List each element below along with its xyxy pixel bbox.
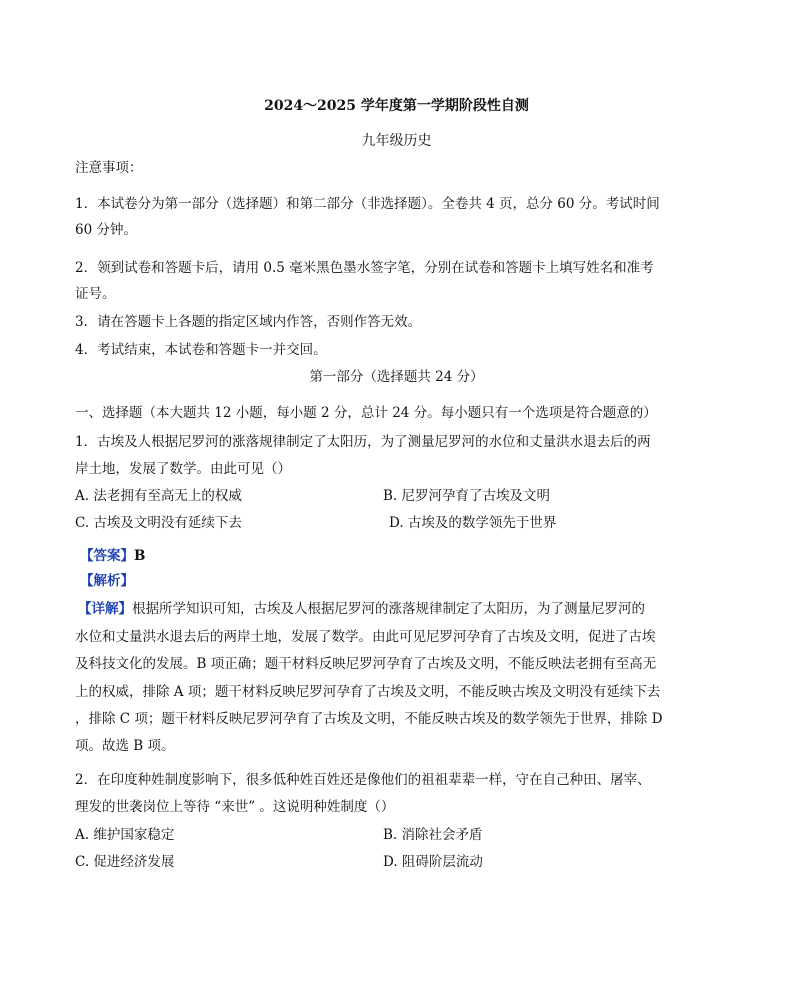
question-1-option-c: C. 古埃及文明没有延续下去 <box>75 515 242 531</box>
note-2-line-1: 2．领到试卷和答题卡后，请用 0.5 毫米黑色墨水签字笔，分别在试卷和答题卡上填写姓名和准考 <box>75 260 654 276</box>
question-1-analysis <box>80 571 720 591</box>
question-1-line-1: 1．古埃及人根据尼罗河的涨落规律制定了太阳历，为了测量尼罗河的水位和丈量洪水退去后的两 <box>75 434 651 450</box>
note-1-line-1: 1．本试卷分为第一部分（选择题）和第二部分（非选择题）。全卷共 4 页，总分 60 分。考试时间 <box>75 196 660 212</box>
question-1-answer <box>80 546 720 566</box>
answer-value: B <box>134 548 146 564</box>
question-2-line-1: 2．在印度种姓制度影响下，很多低种姓百姓还是像他们的祖祖辈辈一样，守在自己种田、屠宰、 <box>75 772 651 788</box>
question-1-option-b: B. 尼罗河孕育了古埃及文明 <box>383 488 551 504</box>
question-2-option-b: B. 消除社会矛盾 <box>383 827 483 843</box>
note-1-line-2: 60 分钟。 <box>75 222 137 238</box>
question-1-detail-line-5: ，排除 C 项；题干材料反映尼罗河孕育了古埃及文明，不能反映古埃及的数学领先于世界，排除 D <box>75 711 663 727</box>
note-3: 3．请在答题卡上各题的指定区域内作答，否则作答无效。 <box>75 314 422 330</box>
answer-tag: 【答案】 <box>80 548 134 564</box>
analysis-tag: 【解析】 <box>80 573 134 589</box>
question-1-option-d: D. 古埃及的数学领先于世界 <box>389 515 557 531</box>
question-1-detail-line-3: 及科技文化的发展。B 项正确；题干材料反映尼罗河孕育了古埃及文明，不能反映法老拥有至高无 <box>75 656 657 672</box>
detail-tag: 【详解】 <box>78 601 132 617</box>
question-1-detail-line-6: 项。故选 B 项。 <box>75 738 175 754</box>
notes-heading: 注意事项： <box>75 160 143 176</box>
question-1-detail-line-1 <box>78 599 718 619</box>
question-2-line-2: 理发的世袭岗位上等待 “来世” 。这说明种姓制度（） <box>75 799 395 815</box>
question-1-line-2: 岸土地，发展了数学。由此可见（） <box>75 461 291 477</box>
exam-subject: 九年级历史 <box>361 133 432 149</box>
question-1-detail-line-2: 水位和丈量洪水退去后的两岸土地，发展了数学。由此可见尼罗河孕育了古埃及文明，促进了古埃 <box>75 629 656 645</box>
question-2-option-d: D. 阻碍阶层流动 <box>383 854 483 870</box>
detail-text: 根据所学知识可知，古埃及人根据尼罗河的涨落规律制定了太阳历，为了测量尼罗河的 <box>132 601 645 617</box>
note-2-line-2: 证号。 <box>75 286 116 302</box>
question-1-detail-line-4: 上的权威，排除 A 项；题干材料反映尼罗河孕育了古埃及文明，不能反映古埃及文明没有延续下去 <box>75 684 661 700</box>
part-1-title: 第一部分（选择题共 24 分） <box>309 369 484 385</box>
section-heading: 一、选择题（本大题共 12 小题，每小题 2 分，总计 24 分。每小题只有一个选项是符合题意的） <box>75 405 657 421</box>
question-1-option-a: A. 法老拥有至高无上的权威 <box>75 488 242 504</box>
note-4: 4．考试结束，本试卷和答题卡一并交回。 <box>75 342 327 358</box>
question-2-option-c: C. 促进经济发展 <box>75 854 175 870</box>
exam-title: 2024～2025 学年度第一学期阶段性自测 <box>264 98 529 114</box>
question-2-option-a: A. 维护国家稳定 <box>75 827 175 843</box>
